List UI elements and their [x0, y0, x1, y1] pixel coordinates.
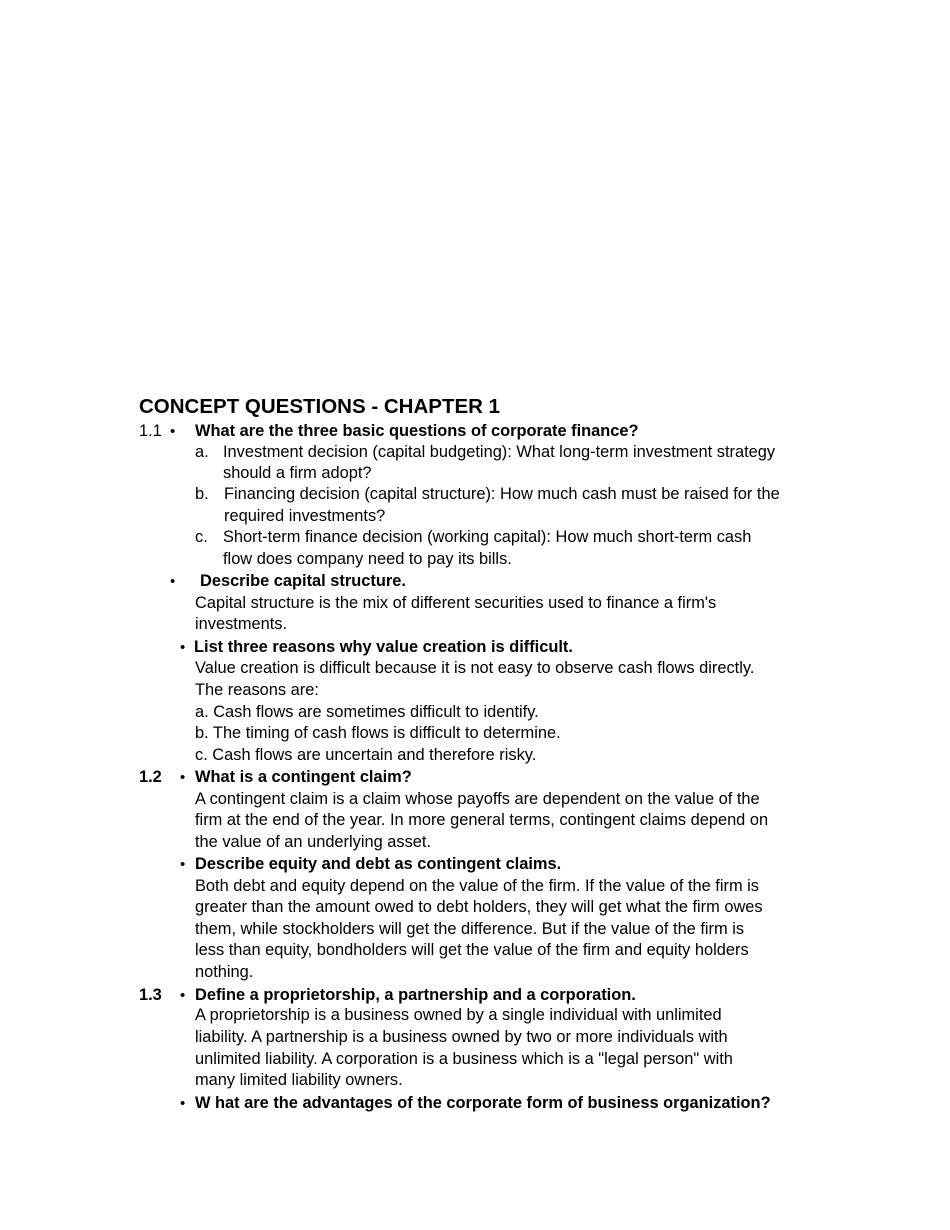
- answer-text: A contingent claim is a claim whose payoffs are dependent on the value of the: [195, 790, 760, 808]
- question-heading: W hat are the advantages of the corporate form of business organization?: [195, 1094, 771, 1112]
- list-marker: a.: [195, 443, 209, 461]
- section-number-1-3: 1.3: [139, 986, 162, 1004]
- answer-text: Investment decision (capital budgeting): What long-term investment strategy: [223, 443, 776, 461]
- answer-text: nothing.: [195, 963, 254, 981]
- answer-text: investments.: [195, 615, 288, 633]
- answer-text: them, while stockholders will get the difference. But if the value of the firm is: [195, 920, 745, 938]
- bullet: •: [180, 987, 186, 1004]
- question-heading: What are the three basic questions of corporate finance?: [195, 422, 639, 440]
- answer-text: Financing decision (capital structure): How much cash must be raised for the: [224, 485, 780, 503]
- answer-text: Short-term finance decision (working capital): How much short-term cash: [223, 528, 752, 546]
- page-title: CONCEPT QUESTIONS - CHAPTER 1: [139, 395, 501, 418]
- list-item: b. The timing of cash flows is difficult to determine.: [195, 724, 561, 742]
- bullet: •: [170, 423, 176, 440]
- answer-text: unlimited liability. A corporation is a business which is a "legal person" with: [195, 1050, 733, 1068]
- answer-text: flow does company need to pay its bills.: [223, 550, 512, 568]
- list-item: a. Cash flows are sometimes difficult to identify.: [195, 703, 539, 721]
- answer-text: less than equity, bondholders will get the value of the firm and equity holders: [195, 941, 749, 959]
- list-marker: c.: [195, 528, 208, 546]
- answer-text: A proprietorship is a business owned by a single individual with unlimited: [195, 1006, 722, 1024]
- answer-text: Both debt and equity depend on the value of the firm. If the value of the firm is: [195, 877, 760, 895]
- bullet: •: [180, 856, 186, 873]
- answer-text: liability. A partnership is a business owned by two or more individuals with: [195, 1028, 728, 1046]
- bullet: •: [180, 639, 186, 656]
- list-marker: b.: [195, 485, 209, 503]
- bullet: •: [180, 769, 186, 786]
- answer-text: the value of an underlying asset.: [195, 833, 431, 851]
- answer-text: should a firm adopt?: [223, 464, 372, 482]
- list-item: c. Cash flows are uncertain and therefore risky.: [195, 746, 537, 764]
- question-heading: Describe capital structure.: [200, 572, 406, 590]
- answer-text: many limited liability owners.: [195, 1071, 403, 1089]
- question-heading: List three reasons why value creation is difficult.: [194, 638, 573, 656]
- answer-text: firm at the end of the year. In more general terms, contingent claims depend on: [195, 811, 769, 829]
- answer-text: Capital structure is the mix of different securities used to finance a firm's: [195, 594, 717, 612]
- answer-text: required investments?: [224, 507, 386, 525]
- section-number-1-2: 1.2: [139, 768, 162, 786]
- section-number-1-1: 1.1: [139, 422, 162, 440]
- question-heading: Describe equity and debt as contingent claims.: [195, 855, 562, 873]
- question-heading: Define a proprietorship, a partnership and a corporation.: [195, 986, 636, 1004]
- answer-text: Value creation is difficult because it is not easy to observe cash flows directly.: [195, 659, 755, 677]
- bullet: •: [170, 573, 176, 590]
- bullet: •: [180, 1095, 186, 1112]
- answer-text: greater than the amount owed to debt holders, they will get what the firm owes: [195, 898, 763, 916]
- question-heading: What is a contingent claim?: [195, 768, 412, 786]
- answer-text: The reasons are:: [195, 681, 319, 699]
